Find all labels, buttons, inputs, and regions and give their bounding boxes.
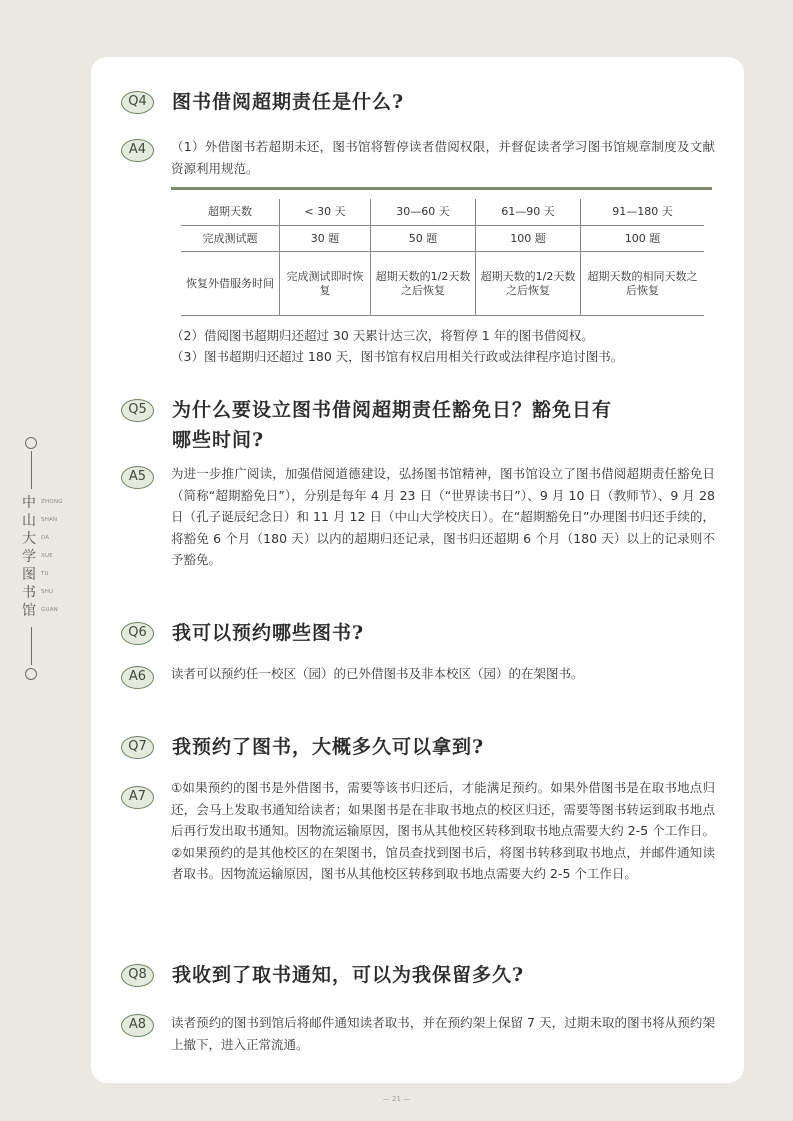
table-top-rule: [171, 187, 712, 190]
table-cell: 恢复外借服务时间: [181, 252, 280, 316]
side-char: 山: [22, 513, 36, 529]
side-label: [22, 437, 92, 682]
table-cell: 超期天数的1/2天数之后恢复: [476, 252, 581, 316]
q4-answer-p2: （2）借阅图书超期归还超过 30 天累计达三次，将暂停 1 年的图书借阅权。: [171, 328, 594, 343]
table-cell: 30—60 天: [371, 199, 476, 226]
side-pinyin: GUAN: [41, 607, 58, 613]
table-cell: 91—180 天: [581, 199, 705, 226]
page-number: — 21 —: [382, 1095, 411, 1103]
divider-bottom: [31, 627, 32, 665]
overdue-table: [181, 199, 704, 316]
table-cell: 完成测试题: [181, 226, 280, 252]
q6-answer: 读者可以预约任一校区（园）的已外借图书及非本校区（园）的在架图书。: [171, 666, 584, 681]
divider-top: [31, 451, 32, 489]
side-char: 书: [22, 585, 36, 601]
q4-title: 图书借阅超期责任是什么?: [172, 91, 405, 113]
side-char: 图: [22, 567, 36, 583]
a5-badge: A5: [121, 466, 154, 489]
table-cell: 100 题: [581, 226, 705, 252]
q8-answer: 读者预约的图书到馆后将邮件通知读者取书，并在预约架上保留 7 天，过期未取的图书将从预约架上撤下，进入正常流通。: [171, 1015, 715, 1052]
q5-answer: 为进一步推广阅读，加强借阅道德建设，弘扬图书馆精神，图书馆设立了图书借阅超期责任豁免日（简称“超期豁免日”），分别是每年 4 月 23 日（“世界读书日”）、9 月 10 日（教师节）、9 月 28 日（孔子诞辰纪念日）和 11 月 12 日（中山大学校庆日）。在“超期豁免日”办理图书归还手续的，将豁免 6 个月（180 天）以内的超期归还记录，图书归还超期 6 个月（180 天）以上的记录则不予豁免。: [171, 466, 715, 567]
q7-title: 我预约了图书，大概多久可以拿到?: [172, 736, 485, 758]
q7-answer: ①如果预约的图书是外借图书，需要等该书归还后，才能满足预约。如果外借图书是在取书地点归还，会马上发取书通知给读者；如果图书是在非取书地点的校区归还，需要等图书转运到取书地点后再行发出取书通知。因物流运输原因，图书从其他校区转移到取书地点需要大约 2-5 个工作日。②如果预约的是其他校区的在架图书，馆员查找到图书后，将图书转移到取书地点，并邮件通知读者取书。因物流运输原因，图书从其他校区转移到取书地点需要大约 2-5 个工作日。: [171, 780, 715, 881]
ring-top-icon: [25, 437, 37, 449]
q6-title: 我可以预约哪些图书?: [172, 622, 365, 644]
q4-answer-p1: （1）外借图书若超期未还，图书馆将暂停读者借阅权限，并督促读者学习图书馆规章制度及文献资源利用规范。: [171, 139, 715, 176]
table-cell: 超期天数: [181, 199, 280, 226]
side-char: 学: [22, 549, 36, 565]
a4-badge: A4: [121, 139, 154, 162]
ring-bottom-icon: [25, 668, 37, 680]
q4-badge: Q4: [121, 91, 154, 114]
q7-badge: Q7: [121, 736, 154, 759]
q4-answer-p3: （3）图书超期归还超过 180 天，图书馆有权启用相关行政或法律程序追讨图书。: [171, 349, 624, 364]
side-pinyin: ZHONG: [41, 499, 63, 505]
side-char: 大: [22, 531, 36, 547]
side-pinyin: SHAN: [41, 517, 58, 523]
side-pinyin: XUE: [41, 553, 53, 559]
q5-badge: Q5: [121, 399, 154, 422]
q5-title-line2: 哪些时间?: [172, 429, 265, 451]
q5-title-line1: 为什么要设立图书借阅超期责任豁免日？豁免日有: [172, 399, 613, 421]
a7-badge: A7: [121, 786, 154, 809]
table-cell: 30 题: [280, 226, 371, 252]
q6-badge: Q6: [121, 622, 154, 645]
table-cell: 61—90 天: [476, 199, 581, 226]
side-pinyin: SHU: [41, 589, 54, 595]
table-cell: 50 题: [371, 226, 476, 252]
side-pinyin: TU: [41, 571, 49, 577]
table-cell: 超期天数的1/2天数之后恢复: [371, 252, 476, 316]
table-cell: < 30 天: [280, 199, 371, 226]
a6-badge: A6: [121, 666, 154, 689]
q8-badge: Q8: [121, 964, 154, 987]
a8-badge: A8: [121, 1014, 154, 1037]
side-char: 馆: [22, 603, 36, 619]
side-char: 中: [22, 495, 36, 511]
side-pinyin: DA: [41, 535, 50, 541]
q8-title: 我收到了取书通知，可以为我保留多久?: [172, 964, 525, 986]
table-cell: 完成测试即时恢复: [280, 252, 371, 316]
table-cell: 超期天数的相同天数之后恢复: [581, 252, 705, 316]
table-cell: 100 题: [476, 226, 581, 252]
